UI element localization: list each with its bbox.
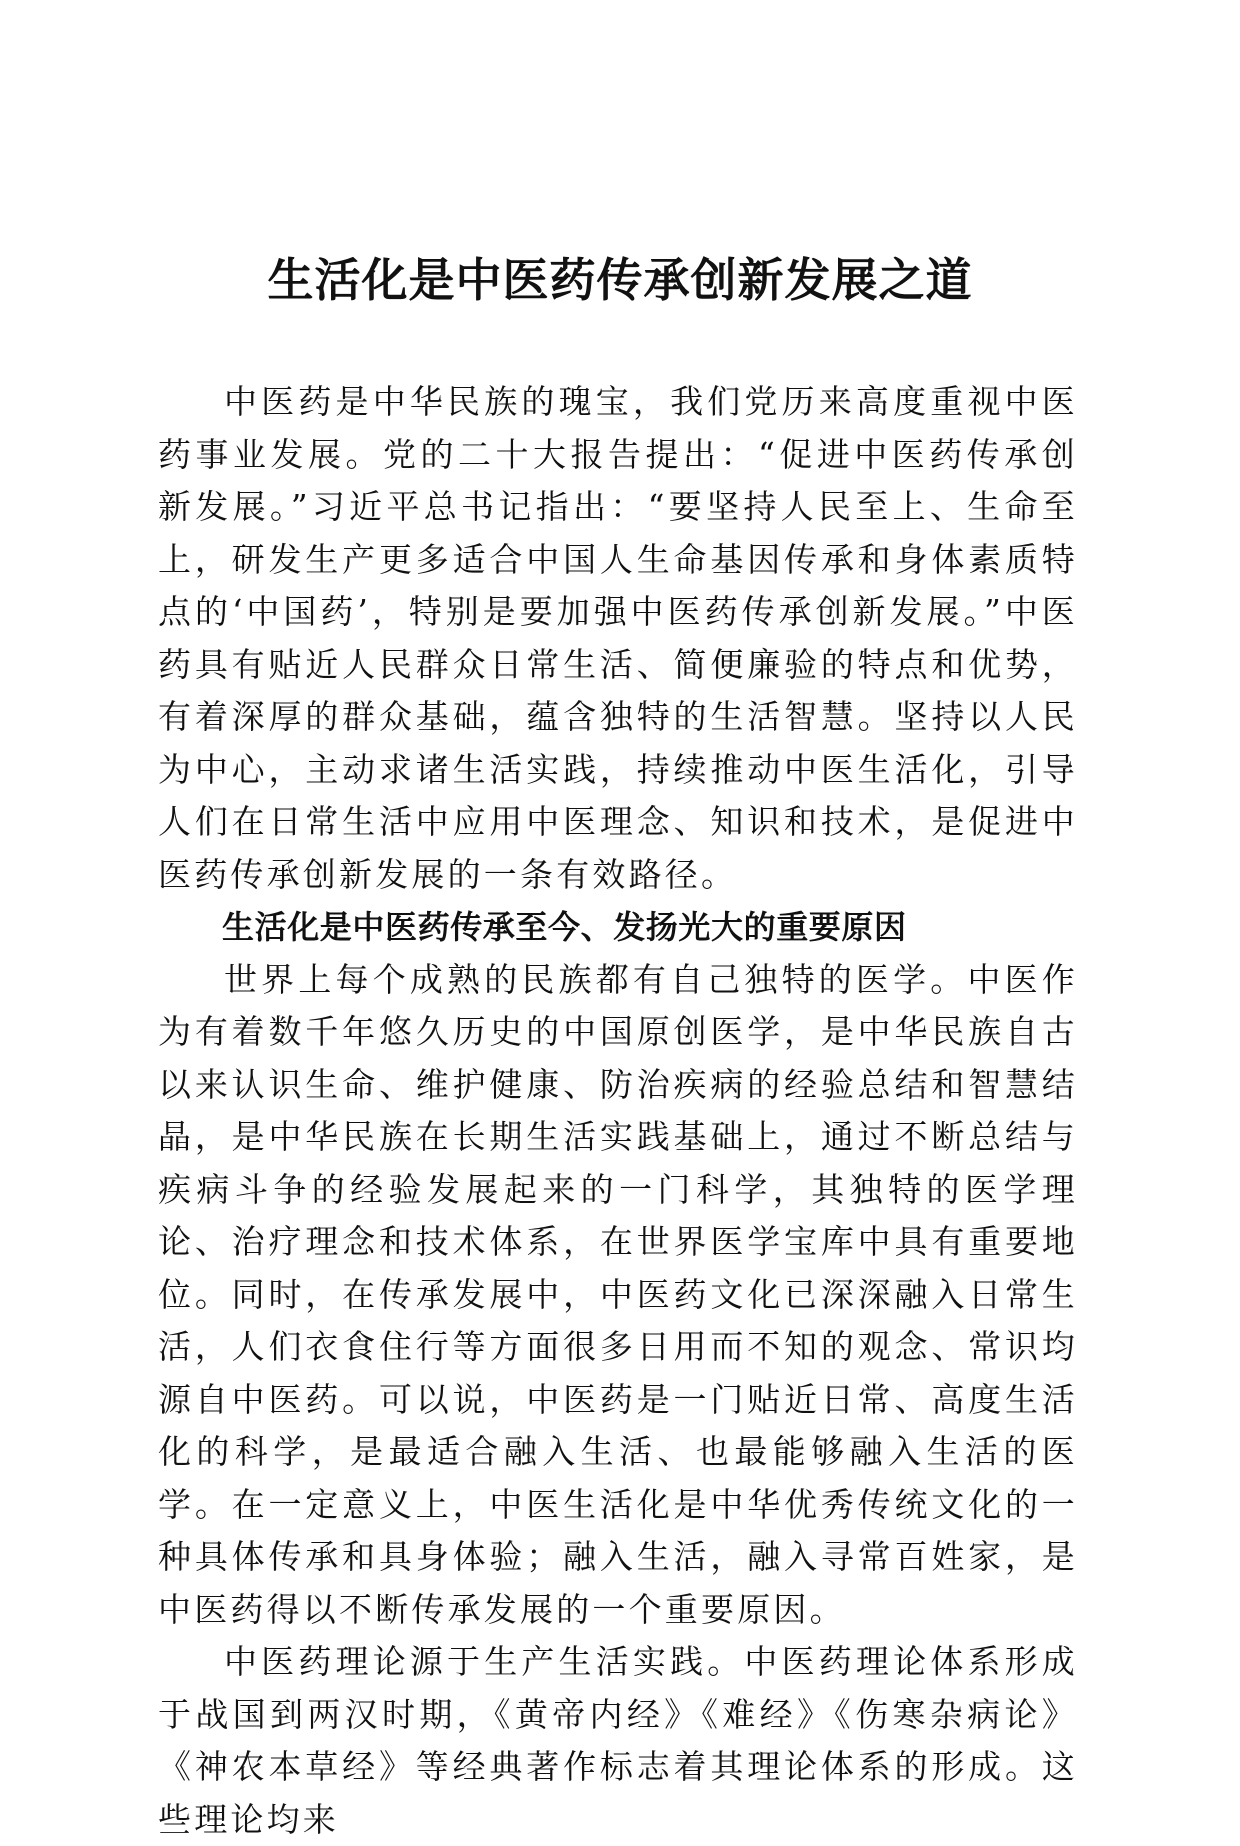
article-body — [158, 376, 1078, 1846]
paragraph-section-2: 中医药理论源于生产生活实践。中医药理论体系形成于战国到两汉时期，《黄帝内经》《难经》《伤寒杂病论》《神农本草经》等经典著作标志着其理论体系的形成。这些理论均来 — [158, 1642, 1078, 1839]
section-heading: 生活化是中医药传承至今、发扬光大的重要原因 — [222, 908, 907, 946]
page-title: 生活化是中医药传承创新发展之道 — [267, 253, 973, 307]
paragraph-section-1: 世界上每个成熟的民族都有自己独特的医学。中医作为有着数千年悠久历史的中国原创医学，是中华民族自古以来认识生命、维护健康、防治疾病的经验总结和智慧结晶，是中华民族在长期生活实践基础上，通过不断总结与疾病斗争的经验发展起来的一门科学，其独特的医学理论、治疗理念和技术体系，在世界医学宝库中具有重要地位。同时，在传承发展中，中医药文化已深深融入日常生活，人们衣食住行等方面很多日用而不知的观念、常识均源自中医药。可以说，中医药是一门贴近日常、高度生活化的科学，是最适合融入生活、也最能够融入生活的医学。在一定意义上，中医生活化是中华优秀传统文化的一种具体传承和具身体验；融入生活，融入寻常百姓家，是中医药得以不断传承发展的一个重要原因。 — [158, 959, 1078, 1629]
paragraph-intro: 中医药是中华民族的瑰宝，我们党历来高度重视中医药事业发展。党的二十大报告提出：“促进中医药传承创新发展。”习近平总书记指出：“要坚持人民至上、生命至上，研发生产更多适合中国人生命基因传承和身体素质特点的‘中国药’，特别是要加强中医药传承创新发展。”中医药具有贴近人民群众日常生活、简便廉验的特点和优势，有着深厚的群众基础，蕴含独特的生活智慧。坚持以人民为中心，主动求诸生活实践，持续推动中医生活化，引导人们在日常生活中应用中医理念、知识和技术，是促进中医药传承创新发展的一条有效路径。 — [158, 382, 1078, 894]
